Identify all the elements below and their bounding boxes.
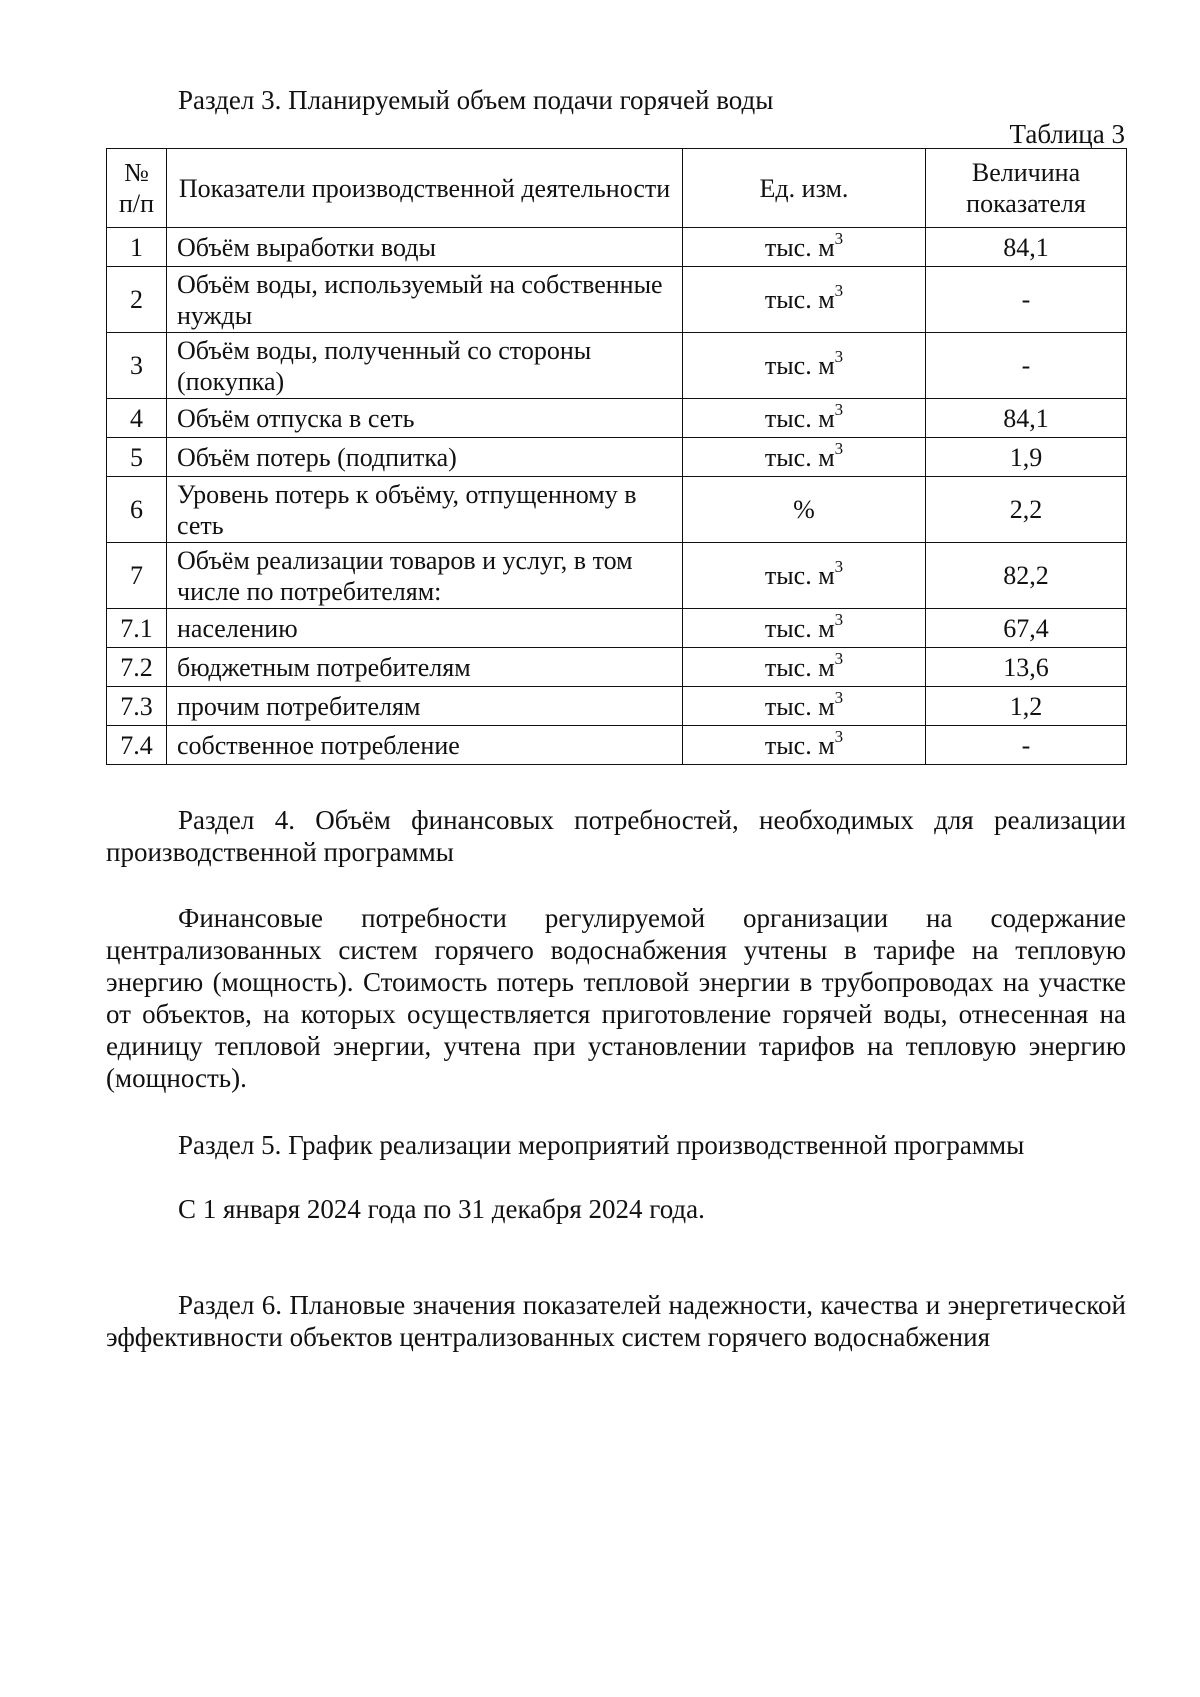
row-unit (683, 543, 926, 609)
unit-superscript: 3 (834, 228, 844, 248)
row-number: 1 (107, 228, 167, 267)
row-value: 67,4 (926, 609, 1127, 648)
row-indicator-name: Уровень потерь к объёму, отпущенному в сеть (167, 477, 683, 543)
row-indicator-name: Объём потерь (подпитка) (167, 438, 683, 477)
row-value: - (926, 267, 1127, 333)
row-value: - (926, 726, 1127, 765)
section-5-heading: Раздел 5. График реализации мероприятий производственной программы (178, 1130, 1025, 1160)
row-value: 2,2 (926, 477, 1127, 543)
row-number: 7.1 (107, 609, 167, 648)
row-number: 3 (107, 333, 167, 399)
column-header-unit: Ед. изм. (683, 149, 926, 228)
row-value: 1,2 (926, 687, 1127, 726)
row-number: 7.4 (107, 726, 167, 765)
unit-text: тыс. м (764, 285, 835, 314)
unit-superscript: 3 (834, 438, 844, 458)
row-value: 84,1 (926, 228, 1127, 267)
row-value: 82,2 (926, 543, 1127, 609)
table-row (107, 228, 1127, 267)
row-unit (683, 267, 926, 333)
row-unit (683, 228, 926, 267)
row-number: 6 (107, 477, 167, 543)
unit-superscript: 3 (834, 648, 844, 668)
row-unit (683, 333, 926, 399)
unit-text: тыс. м (764, 730, 835, 760)
unit-text: тыс. м (764, 403, 835, 433)
unit-text: тыс. м (764, 652, 835, 682)
column-header-value: Величина показателя (926, 149, 1127, 228)
row-unit (683, 609, 926, 648)
unit-superscript: 3 (834, 399, 844, 419)
row-indicator-name: Объём воды, полученный со стороны (покупка) (167, 333, 683, 399)
section-5-body: С 1 января 2024 года по 31 декабря 2024 года. (178, 1194, 705, 1224)
unit-superscript: 3 (834, 726, 844, 746)
unit-superscript: 3 (834, 347, 844, 367)
column-header-indicator: Показатели производственной деятельности (167, 149, 683, 228)
table-row (107, 267, 1127, 333)
unit-text: тыс. м (764, 561, 835, 590)
section-4-heading: Раздел 4. Объём финансовых потребностей, необходимых для реализации производственной программы (106, 805, 1126, 867)
table-row (107, 543, 1127, 609)
unit-text: тыс. м (764, 351, 835, 380)
row-unit (683, 399, 926, 438)
section-4-body: Финансовые потребности регулируемой организации на содержание централизованных систем горячего водоснабжения учтены в тарифе на тепловую энергию (мощность). Стоимость потерь тепловой энергии в трубопроводах на участке от объектов, на которых осуществляется приготовление горячей воды, отнесенная на единицу тепловой энергии, учтена при установлении тарифов на тепловую энергию (мощность). (106, 903, 1126, 1093)
unit-text: тыс. м (764, 442, 835, 472)
section-3-heading: Раздел 3. Планируемый объем подачи горячей воды (178, 85, 774, 115)
row-indicator-name: Объём реализации товаров и услуг, в том числе по потребителям: (167, 543, 683, 609)
table-row (107, 438, 1127, 477)
row-unit (683, 687, 926, 726)
table-row (107, 477, 1127, 543)
table-header-row (107, 149, 1127, 228)
unit-superscript: 3 (834, 281, 844, 301)
production-indicators-table (106, 148, 1127, 765)
row-indicator-name: прочим потребителям (167, 687, 683, 726)
row-number: 7.2 (107, 648, 167, 687)
row-value: 1,9 (926, 438, 1127, 477)
row-indicator-name: бюджетным потребителям (167, 648, 683, 687)
row-indicator-name: Объём отпуска в сеть (167, 399, 683, 438)
unit-text: % (793, 495, 815, 524)
table-row (107, 399, 1127, 438)
row-unit (683, 477, 926, 543)
row-unit (683, 438, 926, 477)
row-indicator-name: Объём выработки воды (167, 228, 683, 267)
table-row (107, 609, 1127, 648)
row-unit (683, 648, 926, 687)
row-number: 4 (107, 399, 167, 438)
table-row (107, 726, 1127, 765)
unit-text: тыс. м (764, 232, 835, 262)
table-row (107, 687, 1127, 726)
section-6-heading: Раздел 6. Плановые значения показателей надежности, качества и энергетической эффективности объектов централизованных систем горячего водоснабжения (106, 1290, 1126, 1352)
row-number: 2 (107, 267, 167, 333)
unit-superscript: 3 (834, 557, 844, 577)
row-indicator-name: Объём воды, используемый на собственные нужды (167, 267, 683, 333)
row-number: 7.3 (107, 687, 167, 726)
row-number: 5 (107, 438, 167, 477)
row-value: 13,6 (926, 648, 1127, 687)
row-value: - (926, 333, 1127, 399)
row-indicator-name: населению (167, 609, 683, 648)
table-row (107, 648, 1127, 687)
unit-text: тыс. м (764, 613, 835, 643)
row-unit (683, 726, 926, 765)
unit-text: тыс. м (764, 691, 835, 721)
unit-superscript: 3 (834, 687, 844, 707)
row-value: 84,1 (926, 399, 1127, 438)
table-caption: Таблица 3 (1009, 119, 1125, 149)
unit-superscript: 3 (834, 609, 844, 629)
row-number: 7 (107, 543, 167, 609)
table-row (107, 333, 1127, 399)
row-indicator-name: собственное потребление (167, 726, 683, 765)
column-header-number: № п/п (107, 149, 167, 228)
